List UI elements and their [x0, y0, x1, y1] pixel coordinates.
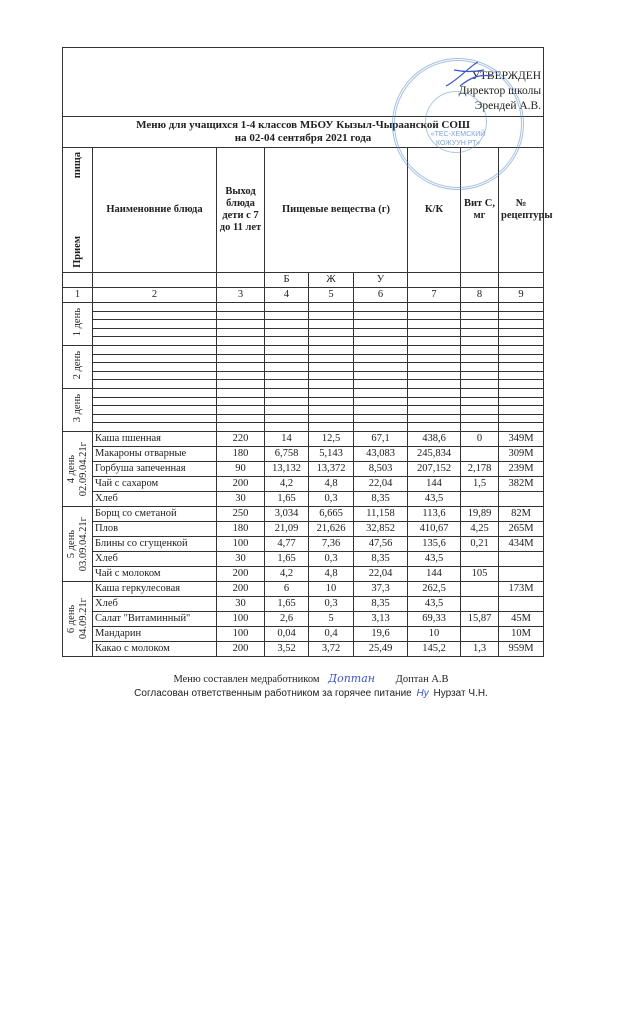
header-row — [63, 148, 544, 273]
dish-name: Горбуша запеченная — [93, 462, 217, 477]
recipe-number: 349М — [499, 432, 544, 447]
day-label-text: 3 день — [71, 393, 83, 423]
carbs: 47,56 — [354, 537, 408, 552]
fat: 0,3 — [309, 492, 354, 507]
dish-yield: 180 — [217, 522, 265, 537]
dish-yield: 200 — [217, 567, 265, 582]
dish-name: Мандарин — [93, 627, 217, 642]
kcal: 262,5 — [408, 582, 461, 597]
composed-name: Доптан А.В — [395, 674, 449, 685]
column-number: 1 — [63, 288, 93, 303]
empty-row — [63, 354, 544, 363]
title-line-2: на 02-04 сентября 2021 года — [234, 132, 372, 144]
vitamin-c: 0,21 — [461, 537, 499, 552]
carbs: 3,13 — [354, 612, 408, 627]
recipe-number: 45М — [499, 612, 544, 627]
approval-block — [63, 48, 544, 117]
recipe-number: 239М — [499, 462, 544, 477]
vitamin-c: 15,87 — [461, 612, 499, 627]
protein: 1,65 — [265, 492, 309, 507]
day-label — [63, 303, 93, 346]
menu-row — [63, 522, 544, 537]
menu-row — [63, 567, 544, 582]
dish-name: Плов — [93, 522, 217, 537]
header-kcal: К/К — [408, 148, 461, 273]
recipe-number — [499, 567, 544, 582]
subheader-row — [63, 273, 544, 288]
dish-name: Чай с молоком — [93, 567, 217, 582]
vitamin-c: 105 — [461, 567, 499, 582]
recipe-number: 434М — [499, 537, 544, 552]
dish-name: Какао с молоком — [93, 642, 217, 657]
agreed-signature: Ну — [416, 688, 429, 699]
menu-row — [63, 597, 544, 612]
carbs: 22,04 — [354, 477, 408, 492]
composed-label: Меню составлен медработником — [173, 674, 320, 685]
header-recipe: № рецептуры — [499, 148, 544, 273]
dish-yield: 200 — [217, 642, 265, 657]
empty-row — [63, 371, 544, 380]
column-number: 4 — [265, 288, 309, 303]
vitamin-c: 0 — [461, 432, 499, 447]
menu-row — [63, 612, 544, 627]
day-label — [63, 582, 93, 657]
menu-row — [63, 552, 544, 567]
dish-yield: 30 — [217, 492, 265, 507]
dish-yield: 90 — [217, 462, 265, 477]
menu-days — [63, 432, 544, 657]
recipe-number: 173М — [499, 582, 544, 597]
empty-row — [63, 397, 544, 406]
fat: 5 — [309, 612, 354, 627]
day-label-text: 2 день — [71, 350, 83, 380]
vitamin-c — [461, 597, 499, 612]
kcal: 43,5 — [408, 597, 461, 612]
fat: 6,665 — [309, 507, 354, 522]
approval-position: Директор школы — [458, 85, 542, 97]
protein: 1,65 — [265, 597, 309, 612]
recipe-number — [499, 492, 544, 507]
kcal: 43,5 — [408, 492, 461, 507]
dish-name: Чай с сахаром — [93, 477, 217, 492]
empty-row — [63, 303, 544, 312]
dish-name: Хлеб — [93, 597, 217, 612]
protein: 14 — [265, 432, 309, 447]
protein: 1,65 — [265, 552, 309, 567]
kcal: 410,67 — [408, 522, 461, 537]
dish-yield: 100 — [217, 627, 265, 642]
fat: 3,72 — [309, 642, 354, 657]
menu-row — [63, 627, 544, 642]
header-nutrients: Пищевые вещества (г) — [265, 148, 408, 273]
empty-row — [63, 423, 544, 432]
fat: 12,5 — [309, 432, 354, 447]
protein: 6,758 — [265, 447, 309, 462]
kcal: 207,152 — [408, 462, 461, 477]
menu-row — [63, 492, 544, 507]
day-label-text: 6 день — [65, 604, 77, 634]
header-meal — [63, 148, 93, 273]
empty-row — [63, 406, 544, 415]
day-label — [63, 432, 93, 507]
vitamin-c — [461, 492, 499, 507]
dish-name: Салат "Витаминный" — [93, 612, 217, 627]
fat: 0,4 — [309, 627, 354, 642]
recipe-number: 309М — [499, 447, 544, 462]
agreed-label: Согласован ответственным работником за горячее питание — [134, 688, 412, 699]
dish-name: Хлеб — [93, 492, 217, 507]
protein: 4,2 — [265, 567, 309, 582]
vitamin-c — [461, 627, 499, 642]
vitamin-c: 1,3 — [461, 642, 499, 657]
vitamin-c: 19,89 — [461, 507, 499, 522]
day-label — [63, 507, 93, 582]
footer-composed — [0, 672, 622, 685]
empty-row — [63, 311, 544, 320]
footer-agreed — [0, 688, 622, 699]
dish-yield: 180 — [217, 447, 265, 462]
vitamin-c: 1,5 — [461, 477, 499, 492]
dish-name: Борщ со сметаной — [93, 507, 217, 522]
dish-yield: 200 — [217, 582, 265, 597]
header-vitc: Вит С, мг — [461, 148, 499, 273]
kcal: 144 — [408, 567, 461, 582]
kcal: 10 — [408, 627, 461, 642]
header-meal-top: пища — [71, 152, 83, 179]
subheader-carbs: У — [354, 273, 408, 288]
dish-yield: 100 — [217, 612, 265, 627]
kcal: 69,33 — [408, 612, 461, 627]
dish-name: Хлеб — [93, 552, 217, 567]
empty-row — [63, 414, 544, 423]
kcal: 144 — [408, 477, 461, 492]
kcal: 245,834 — [408, 447, 461, 462]
dish-yield: 220 — [217, 432, 265, 447]
fat: 4,8 — [309, 567, 354, 582]
menu-document — [62, 47, 553, 657]
carbs: 37,3 — [354, 582, 408, 597]
menu-row — [63, 447, 544, 462]
dish-name: Каша пшенная — [93, 432, 217, 447]
column-numbers-row — [63, 288, 544, 303]
dish-yield: 30 — [217, 552, 265, 567]
kcal: 145,2 — [408, 642, 461, 657]
empty-row — [63, 320, 544, 329]
menu-row — [63, 537, 544, 552]
carbs: 11,158 — [354, 507, 408, 522]
carbs: 8,35 — [354, 597, 408, 612]
menu-row — [63, 462, 544, 477]
recipe-number — [499, 597, 544, 612]
fat: 5,143 — [309, 447, 354, 462]
header-meal-bottom: Прием — [71, 236, 83, 268]
approval-title: УТВЕРЖДЕН — [471, 70, 542, 82]
day-label-text: 1 день — [71, 307, 83, 337]
carbs: 19,6 — [354, 627, 408, 642]
column-number: 5 — [309, 288, 354, 303]
menu-table — [62, 47, 553, 657]
kcal: 113,6 — [408, 507, 461, 522]
day-label-text: 4 день — [65, 454, 77, 484]
dish-name: Каша геркулесовая — [93, 582, 217, 597]
protein: 2,6 — [265, 612, 309, 627]
vitamin-c — [461, 552, 499, 567]
protein: 4,2 — [265, 477, 309, 492]
vitamin-c: 2,178 — [461, 462, 499, 477]
empty-row — [63, 346, 544, 355]
kcal: 135,6 — [408, 537, 461, 552]
column-number: 2 — [93, 288, 217, 303]
recipe-number: 10М — [499, 627, 544, 642]
recipe-number: 959М — [499, 642, 544, 657]
day-label — [63, 389, 93, 432]
day-label — [63, 346, 93, 389]
protein: 4,77 — [265, 537, 309, 552]
stamp-text-1: «ТЕС-ХЕМСКИЙ — [430, 131, 486, 138]
dish-name: Блины со сгущенкой — [93, 537, 217, 552]
empty-row — [63, 337, 544, 346]
kcal: 438,6 — [408, 432, 461, 447]
protein: 21,09 — [265, 522, 309, 537]
column-number: 3 — [217, 288, 265, 303]
fat: 7,36 — [309, 537, 354, 552]
column-number: 9 — [499, 288, 544, 303]
agreed-name: Нурзат Ч.Н. — [433, 688, 488, 699]
day-label-text: 5 день — [65, 529, 77, 559]
carbs: 8,503 — [354, 462, 408, 477]
day-date-text: 03.09.04.21г — [77, 516, 89, 572]
kcal: 43,5 — [408, 552, 461, 567]
dish-yield: 200 — [217, 477, 265, 492]
carbs: 8,35 — [354, 492, 408, 507]
subheader-fat: Ж — [309, 273, 354, 288]
dish-name: Макароны отварные — [93, 447, 217, 462]
column-number: 8 — [461, 288, 499, 303]
menu-row — [63, 507, 544, 522]
carbs: 67,1 — [354, 432, 408, 447]
protein: 13,132 — [265, 462, 309, 477]
stamp-text-2: КОЖУУН РТ» — [435, 140, 481, 147]
column-number: 7 — [408, 288, 461, 303]
vitamin-c — [461, 582, 499, 597]
recipe-number — [499, 552, 544, 567]
day-date-text: 04.09.21г — [77, 598, 89, 640]
dish-yield: 100 — [217, 537, 265, 552]
protein: 3,034 — [265, 507, 309, 522]
subheader-protein: Б — [265, 273, 309, 288]
day-date-text: 02.09.04.21г — [77, 441, 89, 497]
menu-row — [63, 642, 544, 657]
column-number: 6 — [354, 288, 408, 303]
empty-row — [63, 363, 544, 372]
title-line-1: Меню для учащихся 1-4 классов МБОУ Кызыл-Чыраанской СОШ — [136, 119, 470, 131]
recipe-number: 382М — [499, 477, 544, 492]
fat: 10 — [309, 582, 354, 597]
recipe-number: 82М — [499, 507, 544, 522]
recipe-number: 265М — [499, 522, 544, 537]
carbs: 25,49 — [354, 642, 408, 657]
carbs: 32,852 — [354, 522, 408, 537]
protein: 0,04 — [265, 627, 309, 642]
empty-row — [63, 389, 544, 398]
carbs: 22,04 — [354, 567, 408, 582]
fat: 0,3 — [309, 597, 354, 612]
document-title — [63, 117, 544, 148]
fat: 0,3 — [309, 552, 354, 567]
approval-name: Эрендей А.В. — [474, 100, 542, 112]
fat: 13,372 — [309, 462, 354, 477]
carbs: 43,083 — [354, 447, 408, 462]
carbs: 8,35 — [354, 552, 408, 567]
empty-row — [63, 328, 544, 337]
menu-row — [63, 432, 544, 447]
menu-row — [63, 582, 544, 597]
menu-row — [63, 477, 544, 492]
dish-yield: 30 — [217, 597, 265, 612]
composed-signature: Доnтан — [328, 672, 376, 685]
vitamin-c: 4,25 — [461, 522, 499, 537]
empty-row — [63, 380, 544, 389]
header-dish: Наименовние блюда — [93, 148, 217, 273]
empty-days — [63, 303, 544, 432]
protein: 6 — [265, 582, 309, 597]
fat: 21,626 — [309, 522, 354, 537]
header-yield: Выход блюда дети с 7 до 11 лет — [217, 148, 265, 273]
vitamin-c — [461, 447, 499, 462]
protein: 3,52 — [265, 642, 309, 657]
dish-yield: 250 — [217, 507, 265, 522]
fat: 4,8 — [309, 477, 354, 492]
